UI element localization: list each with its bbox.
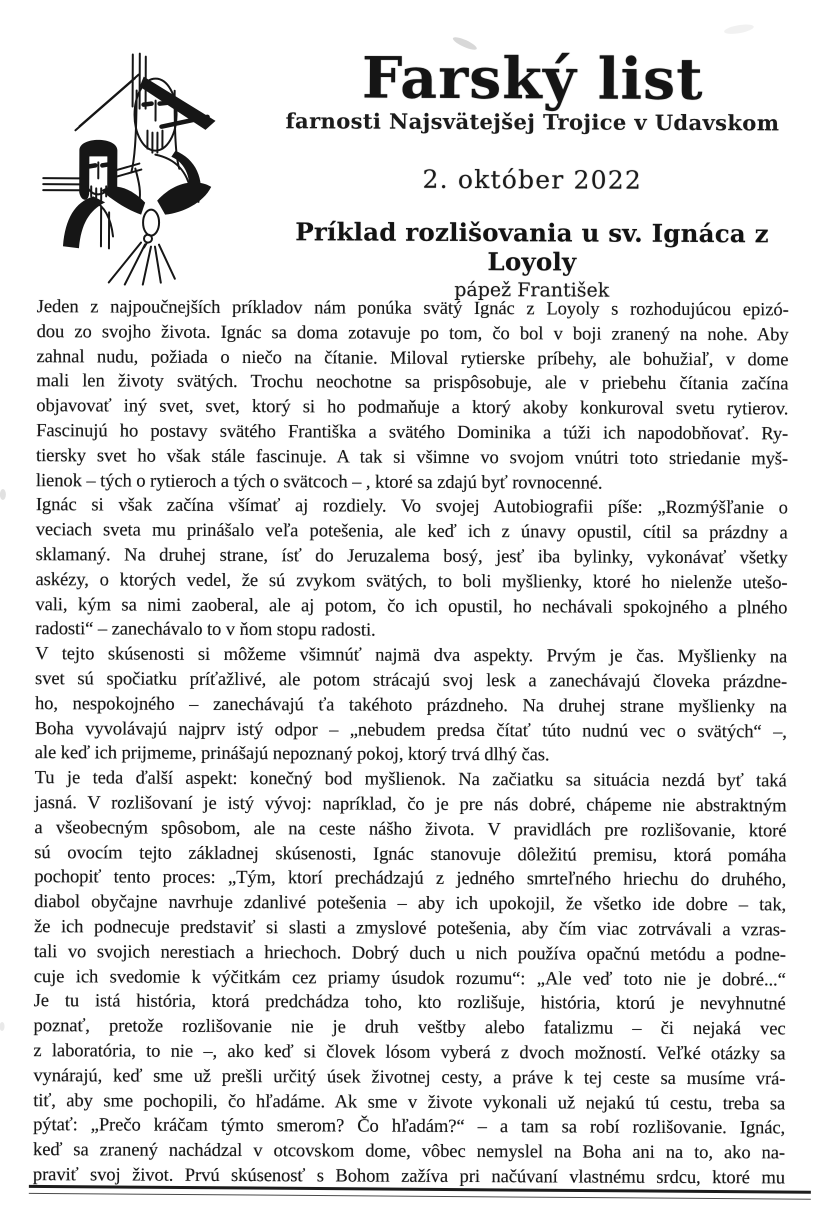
body-text-line: veciach sveta mu prinášalo veľa potešenia, ale keď ich z únavy opustil, cítil sa prázdny a [35,519,788,544]
newsletter-title: Farský list [361,44,704,114]
body-text-line: sú ovocím tejto základnej skúsenosti, Ignác stanovuje dôležitú premisu, ktorá pomáha [34,841,787,866]
body-text-line: tali vo svojich nerestiach a hriechoch. Dobrý duch u nich používa opačnú metódu a podne- [33,940,786,966]
scan-speck [0,1022,5,1031]
holy-trinity-logo [35,50,244,289]
body-text-line: Je tu istá história, ktorá predchádza toho, kto rozlišuje, história, ktorú je nevyhnutné [33,990,786,1015]
body-text-line: keď sa zranený nachádzal v otcovskom dome, vôbec nemyslel na Boha ani na to, ako na- [32,1139,786,1164]
body-text-line: Tu je teda ďalší aspekt: konečný bod myšlienok. Na začiatku sa situácia nezdá byť taká [34,767,787,792]
body-text-line: zahnal nudu, požiada o niečo na čítanie. Miloval rytierske príbehy, ale bohužiaľ, v dome [36,345,789,370]
body-text-line: ho, nespokojného – zanechávajú ťa takéhoto prázdneho. Na druhej strane myšlienky na [34,692,788,718]
dove-icon [101,182,211,248]
body-text-line: poznať, pretože rozlišovanie nie je druh veštby alebo fatalizmu – či nejaká vec [33,1015,786,1040]
body-text-line: z laboratória, to nie –, ako keď si človek lósom vyberá z dvoch možností. Veľké otázky sa [33,1040,786,1065]
masthead-text-column [251,1,814,303]
body-text-line: diabol obyčajne navrhuje zdanlivé potešenia – aby ich upokojil, že všetko ide dobre – tak, [34,891,787,916]
body-text-line: pochopiť tento proces: „Tým, ktorí prechádzajú z jedného smrteľného hriechu do druhého, [34,866,787,891]
body-text-line: ale keď ich prijmeme, prinášajú nepoznaný pokoj, ktorý trvá dlhý čas. [34,742,550,766]
article-body [33,295,789,1191]
body-text-line: tiť, aby sme pochopili, čo hľadáme. Ak sme v živote vykonali už nejakú tú cestu, treba sa [33,1089,786,1114]
body-text-line: jasná. V rozlišovaní je istý vývoj: napríklad, čo je pre nás dobré, chápeme nie abstraktným [34,792,787,817]
body-text-line: lienok – tých o rytieroch a tých o svätcoch – , ktoré sa zdajú byť rovnocenné. [35,469,603,494]
light-rays-icon [109,242,175,284]
newsletter-subtitle: farnosti Najsvätejšej Trojice v Udavskom [285,108,780,136]
issue-date: 2. október 2022 [422,164,643,195]
body-text-line: tiersky svet ho však stále fascinuje. A tak si všimne vo svojom vnútri toto striedanie myš- [36,444,789,470]
body-text-line: V tejto skúsenosti si môžeme všimnúť najmä dva aspekty. Prvým je čas. Myšlienky na [35,643,788,668]
body-text-line: Fascinujú ho postavy svätého Františka a svätého Dominika a túži ich napodobňovať. Ry- [36,420,789,445]
body-text-line: radosti“ – zanechávalo to v ňom stopu radosti. [35,618,376,641]
body-text-line: pýtať: „Prečo kráčam týmto smerom? Čo hľadám?“ – a tam sa robí rozlišovanie. Ignác, [33,1114,786,1139]
scan-speck [0,489,6,500]
body-text-line: vali, kým sa nimi zaoberal, ale aj potom, čo ich opustil, ho nechávali spokojného a plného [35,593,788,618]
body-text-line: že ich podnecuje predstaviť si slasti a zmyslové potešenia, aby čím viac zotrvávali a vzras- [33,916,787,941]
body-text-line: sklamaný. Na druhej strane, ísť do Jeruzalema bosý, jesť iba bylinky, vykonávať všetky [35,544,788,569]
body-text-line: Jeden z najpoučnejších príkladov nám ponúka svätý Ignác z Loyoly s rozhodujúcou epizó- [36,296,789,321]
body-text-line: askézy, o ktorých vedel, že sú zvykom svätých, to boli myšlienky, ktoré ho nielenže utešo- [35,568,788,594]
article-author: pápež František [454,279,610,302]
body-text-line: mali len životy svätých. Trochu neochotne sa prispôsobuje, ale v priebehu čítania začína [36,370,789,395]
body-text-line: praviť svoj život. Prvú skúsenosť s Bohom zažíva pri načúvaní vlastnému srdcu, ktoré mu [32,1164,785,1189]
cross-icon [43,53,146,190]
body-text-line: objavovať iný svet, svet, ktorý si ho podmaňuje a ktorý akoby konkuroval svetu rytierov. [36,395,789,420]
body-text-line: cuje ich svedomie k výčitkám cez priamy úsudok rozumu“: „Ale veď toto nie je dobré...“ [33,965,786,990]
body-text-line: Boha vyvolávajú najprv istý odpor – „nebudem predsa čítať túto nudnú vec o svätých“ –, [34,717,787,742]
masthead [0,0,820,302]
body-text-line: svet sú spočiatku príťažlivé, ale potom strácajú svoj lesk a zanechávajú človeka prázdne- [35,668,788,693]
body-text-line: a všeobecným spôsobom, ale na ceste nášho života. V pravidlách pre rozlišovanie, ktoré [34,816,787,842]
body-text-line: vynárajú, keď sme už prešli určitý úsek životnej cesty, a práve k tej ceste sa musíme vrá- [33,1064,786,1090]
article-title: Príklad rozlišovania u sv. Ignáca z Loyoly [295,217,769,277]
body-text-line: dou zo svojho života. Ignác sa doma zotavuje po tom, čo bol v boji zranený na nohe. Aby [36,320,789,346]
body-text-line: Ignác si však začína všímať aj rozdiely. Vo svojej Autobiografii píše: „Rozmýšľanie o [35,494,788,519]
